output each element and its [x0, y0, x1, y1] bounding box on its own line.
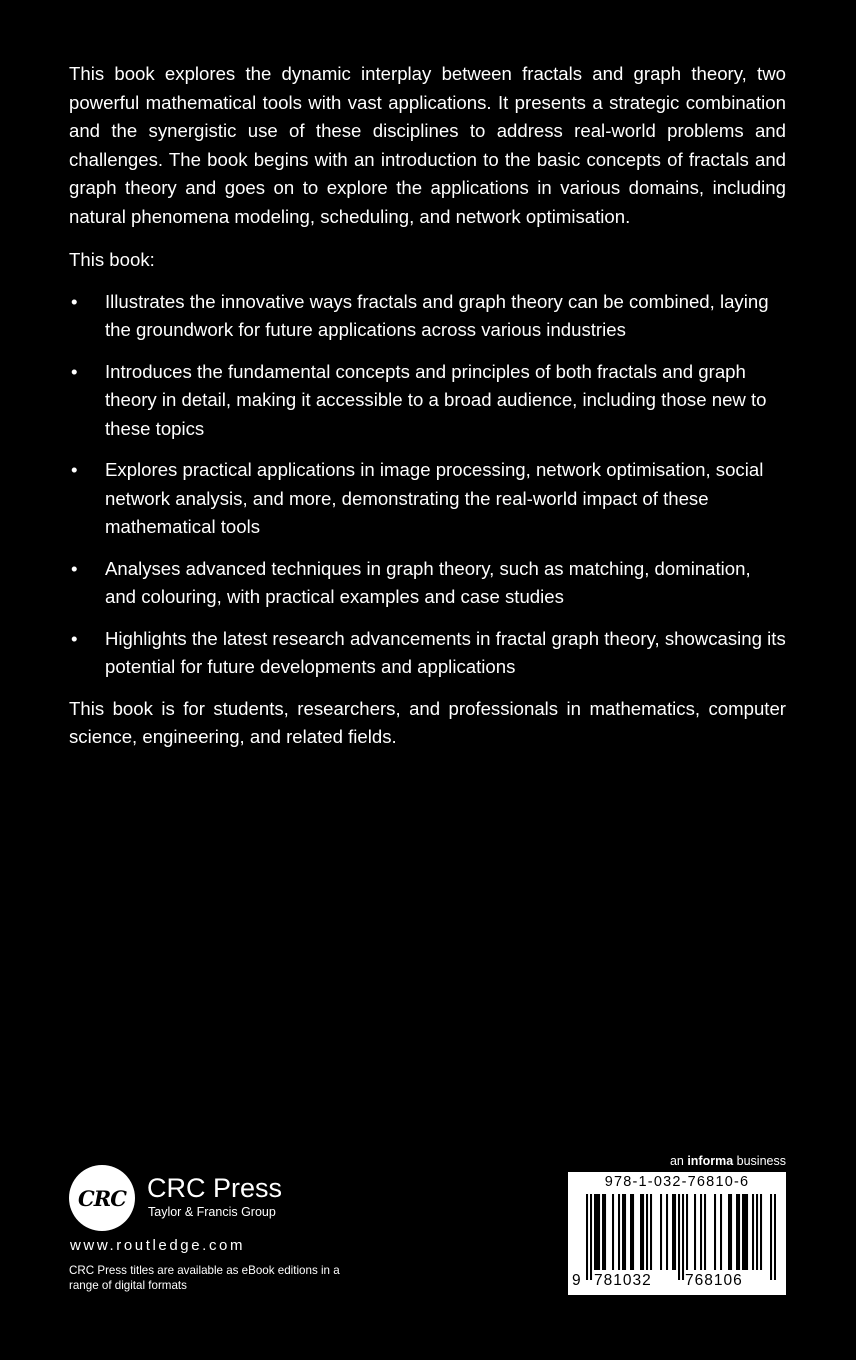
bullet-list — [69, 288, 786, 682]
barcode-bar — [640, 1194, 642, 1270]
list-item-text: Illustrates the innovative ways fractals and graph theory can be combined, laying the groundwork for future applications across various industries — [105, 290, 769, 340]
list-item — [69, 358, 786, 444]
barcode-bar — [714, 1194, 716, 1270]
barcode-bar — [752, 1194, 754, 1270]
barcode-bar — [594, 1194, 596, 1270]
barcode-bar — [730, 1194, 732, 1270]
barcode-bar — [694, 1194, 696, 1270]
publisher-url[interactable]: www.routledge.com — [70, 1237, 246, 1254]
barcode-bar — [598, 1194, 600, 1270]
barcode-bar — [618, 1194, 620, 1270]
barcode-bar — [646, 1194, 648, 1270]
informa-tagline — [670, 1154, 786, 1168]
barcode-bar — [682, 1194, 684, 1280]
barcode-digits-right: 768106 — [685, 1272, 743, 1289]
barcode-bar — [632, 1194, 634, 1270]
list-item — [69, 456, 786, 542]
barcode-bar — [590, 1194, 592, 1280]
barcode-bar — [704, 1194, 706, 1270]
barcode-bar — [602, 1194, 604, 1270]
bullet-icon: • — [71, 627, 78, 649]
list-item-text: Analyses advanced techniques in graph theory, such as matching, domination, and colouring, with practical examples and case studies — [105, 557, 751, 607]
barcode-bar — [736, 1194, 738, 1270]
publisher-name: CRC Press — [147, 1173, 283, 1203]
barcode-bar — [678, 1194, 680, 1280]
intro-paragraph: This book explores the dynamic interplay between fractals and graph theory, two powerful mathematical tools with vast applications. It presents a strategic combination and the synergistic use of these disciplines to address real-world problems and challenges. The book begins with an introduction to the basic concepts of fractals and graph theory and goes on to explore the applications in various domains, including natural phenomena modeling, scheduling, and network optimisation. — [69, 63, 786, 227]
isbn-number: 978-1-032-76810-6 — [604, 1174, 750, 1190]
barcode-bar — [746, 1194, 748, 1270]
closing-paragraph: This book is for students, researchers, and professionals in mathematics, computer science, engineering, and related fields. — [69, 697, 786, 747]
barcode-bar — [774, 1194, 776, 1280]
barcode-bar — [612, 1194, 614, 1270]
barcode-bar — [742, 1194, 744, 1270]
barcode-bar — [630, 1194, 632, 1270]
barcode-bar — [674, 1194, 676, 1270]
barcode-bar — [624, 1194, 626, 1270]
barcode-bar — [672, 1194, 674, 1270]
publisher-block — [69, 1161, 389, 1311]
barcode-bar — [738, 1194, 740, 1270]
tagline-prefix: an — [669, 1154, 684, 1168]
barcode-bar — [642, 1194, 644, 1270]
barcode-bar — [586, 1194, 588, 1280]
barcode-bar — [728, 1194, 730, 1270]
barcode-bar — [744, 1194, 746, 1270]
list-item-text: Highlights the latest research advancements in fractal graph theory, showcasing its potential for future developments and applications — [105, 627, 786, 677]
bullet-icon: • — [71, 290, 78, 312]
barcode-bar — [686, 1194, 688, 1270]
barcode-bars — [586, 1194, 776, 1280]
list-item-text: Introduces the fundamental concepts and principles of both fractals and graph theory in detail, making it accessible to a broad audience, including those new to these topics — [105, 360, 767, 439]
barcode-bar — [650, 1194, 652, 1270]
bullet-icon: • — [71, 459, 78, 480]
barcode-bar — [666, 1194, 668, 1270]
barcode-bar — [604, 1194, 606, 1270]
list-item-text: Explores practical applications in image processing, network optimisation, social network analysis, and more, demonstrating the real-world impact of these mathematical tools — [105, 459, 764, 537]
barcode-digit-first: 9 — [572, 1272, 582, 1289]
crc-logo: CRC — [69, 1165, 135, 1231]
barcode-bar — [720, 1194, 722, 1270]
barcode-bar — [660, 1194, 662, 1270]
barcode-digits-left: 781032 — [594, 1272, 652, 1289]
ebook-note: CRC Press titles are available as eBook editions in a range of digital formats — [69, 1264, 340, 1292]
list-item — [69, 625, 786, 682]
tagline-brand: informa — [687, 1154, 734, 1168]
lead-text: This book: — [69, 249, 155, 270]
barcode-bar — [770, 1194, 772, 1280]
blurb — [69, 60, 786, 752]
barcode-bar — [596, 1194, 598, 1270]
barcode-bar — [756, 1194, 758, 1270]
bullet-icon: • — [71, 557, 78, 579]
publisher-group: Taylor & Francis Group — [148, 1205, 276, 1219]
tagline-suffix: business — [736, 1154, 786, 1168]
barcode-bar — [760, 1194, 762, 1270]
list-item — [69, 555, 786, 612]
list-item — [69, 288, 786, 345]
barcode-bar — [622, 1194, 624, 1270]
barcode-bar — [700, 1194, 702, 1270]
isbn-barcode — [568, 1172, 786, 1295]
bullet-icon: • — [71, 360, 78, 382]
